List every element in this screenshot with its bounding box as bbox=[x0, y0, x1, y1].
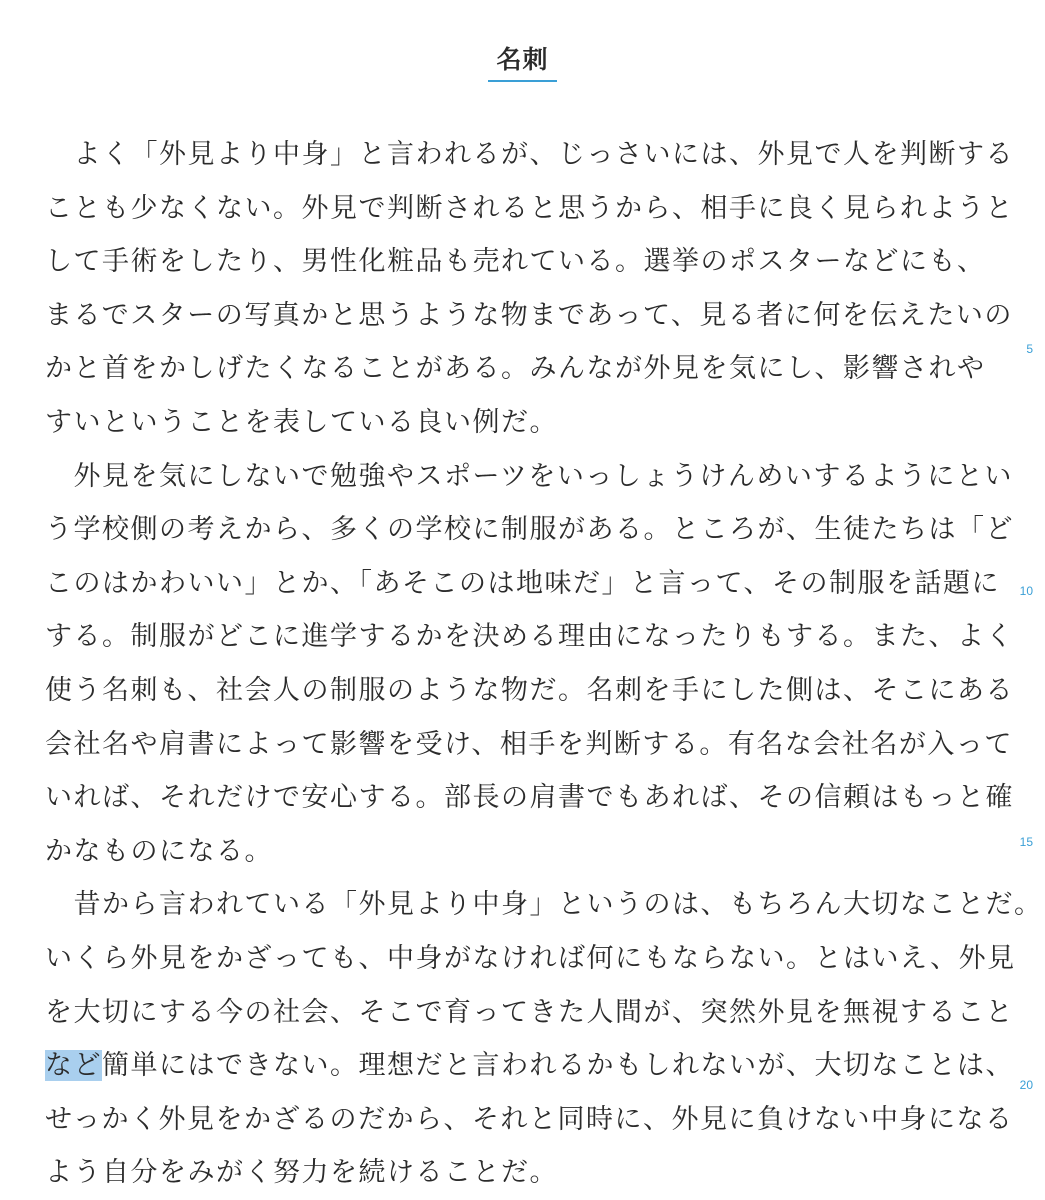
text-line-3: して手術をしたり、男性化粧品も売れている。選挙のポスターなどにも、 bbox=[45, 246, 986, 278]
highlighted-text[interactable]: など bbox=[45, 1050, 102, 1082]
page-title: 名刺 bbox=[488, 40, 556, 82]
text-line-6: すいということを表している良い例だ。 bbox=[45, 406, 558, 438]
text-line-13: いれば、それだけで安心する。部長の肩書でもあれば、その信頼はもっと確 bbox=[45, 782, 1014, 814]
text-line-7: 外見を気にしないで勉強やスポーツをいっしょうけんめいするようにとい bbox=[45, 460, 1013, 492]
text-line-15: 昔から言われている「外見より中身」というのは、もちろん大切なことだ。 bbox=[45, 889, 1043, 921]
text-line-16: いくら外見をかざっても、中身がなければ何にもならない。とはいえ、外見 bbox=[45, 942, 1016, 974]
text-line-11: 使う名刺も、社会人の制服のような物だ。名刺を手にした側は、そこにある bbox=[45, 674, 1014, 706]
text-line-18-rest: 簡単にはできない。理想だと言われるかもしれないが、大切なことは、 bbox=[102, 1050, 1014, 1082]
title-block bbox=[0, 40, 1045, 82]
text-line-20: よう自分をみがく努力を続けることだ。 bbox=[45, 1157, 558, 1189]
text-line-9: このはかわいい」とか、「あそこのは地味だ」と言って、その制服を話題に bbox=[45, 567, 1000, 599]
line-number-10: 10 bbox=[1019, 584, 1033, 598]
text-line-10: する。制服がどこに進学するかを決める理由になったりもする。また、よく bbox=[45, 621, 1014, 653]
line-number-5: 5 bbox=[1026, 342, 1033, 356]
text-line-12: 会社名や肩書によって影響を受け、相手を判断する。有名な会社名が入って bbox=[45, 728, 1013, 760]
text-line-18 bbox=[45, 1039, 1014, 1093]
text-line-5: かと首をかしげたくなることがある。みんなが外見を気にし、影響されや bbox=[45, 353, 986, 385]
text-line-1: よく「外見より中身」と言われるが、じっさいには、外見で人を判断する bbox=[45, 139, 1014, 170]
text-line-19: せっかく外見をかざるのだから、それと同時に、外見に負けない中身になる bbox=[45, 1103, 1014, 1135]
line-number-20: 20 bbox=[1019, 1078, 1033, 1092]
text-line-14: かなものになる。 bbox=[45, 835, 273, 867]
text-line-2: ことも少なくない。外見で判断されると思うから、相手に良く見られようと bbox=[45, 192, 1014, 224]
line-number-15: 15 bbox=[1019, 835, 1033, 849]
text-line-4: まるでスターの写真かと思うような物まであって、見る者に何を伝えたいの bbox=[45, 299, 1013, 331]
text-line-8: う学校側の考えから、多くの学校に制服がある。ところが、生徒たちは「ど bbox=[45, 514, 1014, 546]
text-line-17: を大切にする今の社会、そこで育ってきた人間が、突然外見を無視すること bbox=[45, 996, 1014, 1028]
